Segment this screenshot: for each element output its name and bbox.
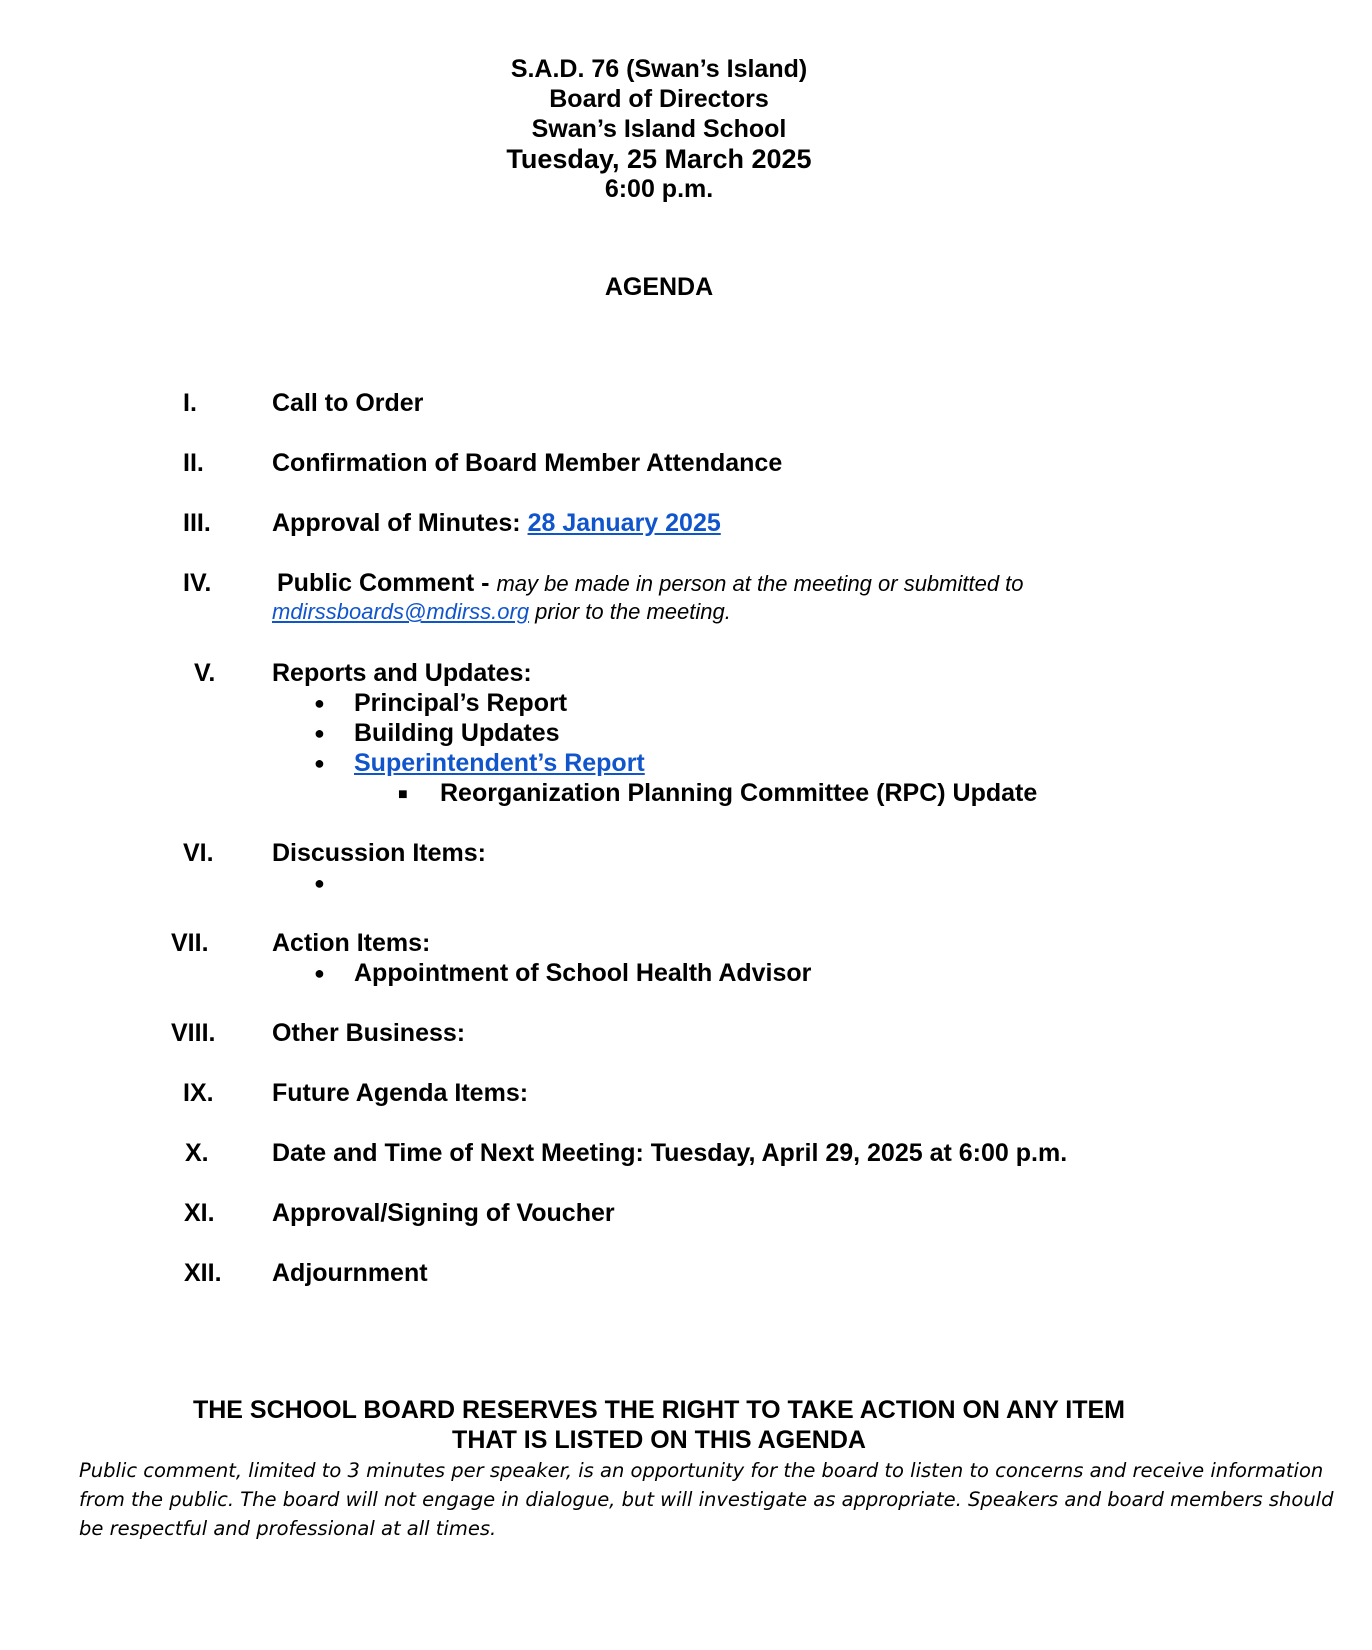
bullet-text: Appointment of School Health Advisor xyxy=(354,959,812,987)
list-item xyxy=(314,748,645,778)
item-numeral: VIII. xyxy=(171,1019,216,1047)
item-numeral: II. xyxy=(183,449,204,477)
school-name: Swan’s Island School xyxy=(531,115,787,143)
list-item xyxy=(314,958,811,988)
item-numeral: IX. xyxy=(183,1079,214,1107)
public-comment-policy: Public comment, limited to 3 minutes per speaker, is an opportunity for the board to listen to concerns and receive information from the public. The board will not engage in dialogue, but will investigate as appropriate. Speakers and board members should be respectful and professional at all times. xyxy=(79,1459,1334,1540)
public-comment-note-end: prior to the meeting. xyxy=(529,599,731,624)
meeting-time: 6:00 p.m. xyxy=(604,175,714,203)
item-text: Adjournment xyxy=(272,1259,428,1287)
sub-list-item xyxy=(398,778,1037,810)
bullet-icon: ● xyxy=(314,723,325,743)
minutes-link[interactable]: 28 January 2025 xyxy=(527,509,721,537)
item-numeral: X. xyxy=(185,1139,209,1167)
notice-line-1: THE SCHOOL BOARD RESERVES THE RIGHT TO TAKE ACTION ON ANY ITEM xyxy=(192,1396,1126,1424)
item-numeral: III. xyxy=(183,509,211,537)
district-name: S.A.D. 76 (Swan’s Island) xyxy=(510,55,808,83)
bullet-text: Building Updates xyxy=(354,719,560,747)
item-text: Reports and Updates: xyxy=(272,659,532,687)
board-name: Board of Directors xyxy=(549,85,769,113)
item-text: Confirmation of Board Member Attendance xyxy=(272,449,783,477)
item-numeral: V. xyxy=(194,659,216,687)
item-text xyxy=(277,568,1024,599)
superintendent-report-link[interactable]: Superintendent’s Report xyxy=(354,749,645,777)
public-comment-note: may be made in person at the meeting or submitted to xyxy=(496,571,1024,596)
item-numeral: IV. xyxy=(183,569,212,597)
notice-line-2: THAT IS LISTED ON THIS AGENDA xyxy=(452,1426,866,1454)
item-label: Public Comment - xyxy=(277,569,497,597)
document-header xyxy=(0,54,1318,204)
item-text: Approval/Signing of Voucher xyxy=(272,1199,615,1227)
item-numeral: VII. xyxy=(171,929,209,957)
bullet-icon: ● xyxy=(314,753,325,773)
bullet-icon: ● xyxy=(314,693,325,713)
item-text xyxy=(272,508,721,538)
item-label: Approval of Minutes: xyxy=(272,509,528,537)
bullet-text: Principal’s Report xyxy=(354,689,568,717)
item-text-continued xyxy=(272,596,731,627)
list-item xyxy=(314,868,354,898)
item-numeral: XII. xyxy=(184,1259,222,1287)
item-text: Action Items: xyxy=(272,929,431,957)
item-text: Discussion Items: xyxy=(272,839,486,867)
sub-bullet-text: Reorganization Planning Committee (RPC) Update xyxy=(440,779,1038,807)
list-item xyxy=(314,718,560,748)
bullet-icon: ● xyxy=(314,963,325,983)
item-numeral: XI. xyxy=(184,1199,215,1227)
square-bullet-icon: ■ xyxy=(398,786,408,803)
item-text: Future Agenda Items: xyxy=(272,1079,529,1107)
bullet-icon: ● xyxy=(314,873,325,893)
action-notice xyxy=(0,1395,1318,1455)
agenda-title: AGENDA xyxy=(604,273,714,301)
item-numeral: I. xyxy=(183,389,197,417)
meeting-date: Tuesday, 25 March 2025 xyxy=(506,144,812,174)
item-text: Other Business: xyxy=(272,1019,466,1047)
item-text: Call to Order xyxy=(272,389,424,417)
list-item xyxy=(314,688,567,718)
email-link[interactable]: mdirssboards@mdirss.org xyxy=(272,599,530,624)
item-numeral: VI. xyxy=(183,839,214,867)
item-text: Date and Time of Next Meeting: Tuesday, April 29, 2025 at 6:00 p.m. xyxy=(272,1139,1068,1167)
